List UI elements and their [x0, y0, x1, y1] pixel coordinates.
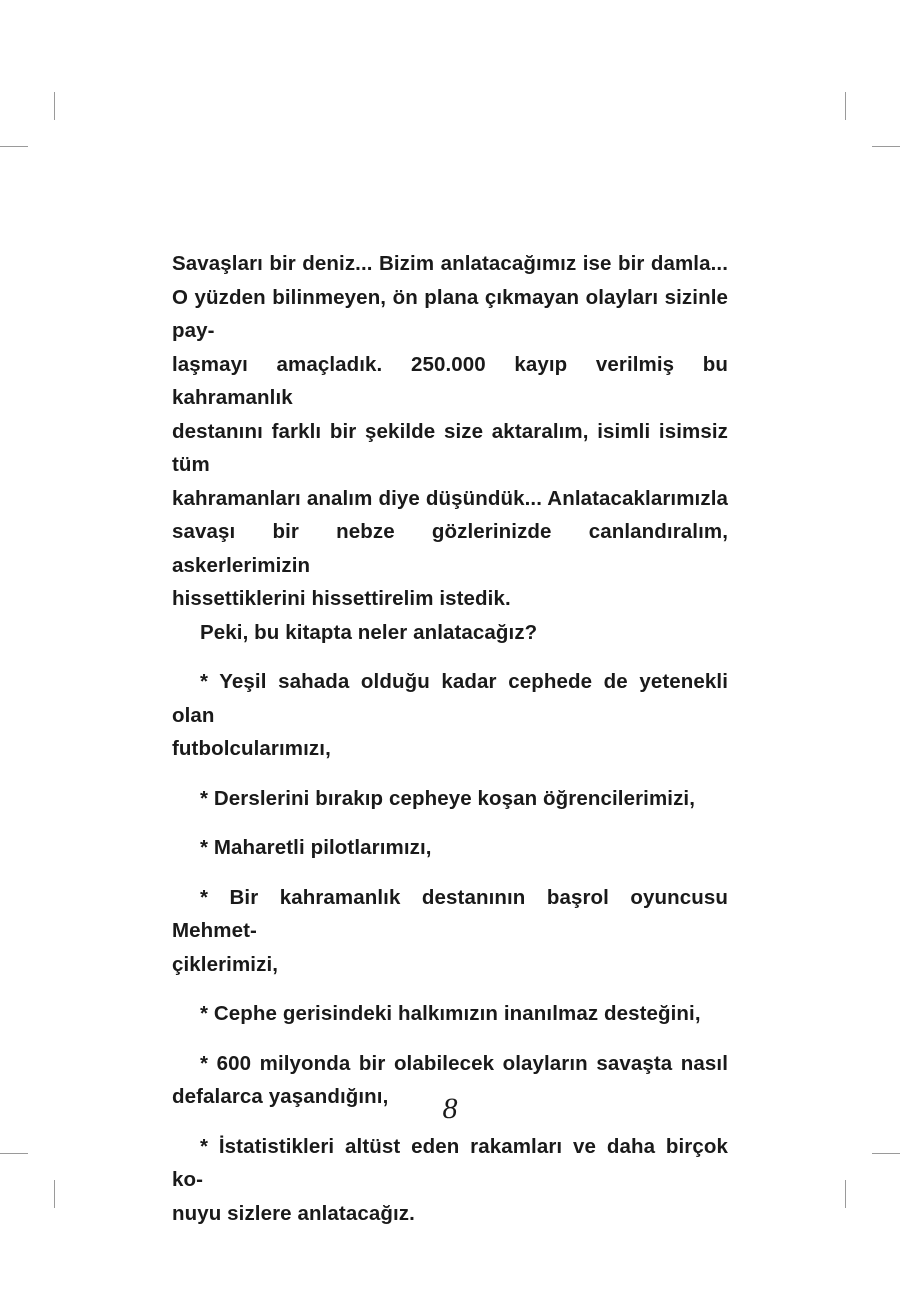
intro-line: Savaşları bir deniz... Bizim anlatacağımız ise bir damla...	[172, 252, 728, 275]
list-item-line: defalarca yaşandığını,	[172, 1085, 389, 1108]
intro-line: laşmayı amaçladık. 250.000 kayıp verilmiş bu kahramanlık	[172, 352, 728, 409]
crop-mark-top-left-horizontal	[0, 146, 28, 147]
crop-mark-bottom-right-horizontal	[872, 1153, 900, 1154]
list-item-line: * 600 milyonda bir olabilecek olayların savaşta nasıl	[200, 1051, 728, 1075]
list-item	[172, 997, 728, 1031]
list-item	[172, 831, 728, 865]
crop-mark-bottom-left-horizontal	[0, 1153, 28, 1154]
body-text	[172, 247, 728, 1230]
list-item	[172, 665, 728, 766]
intro-line: hissettiklerini hissettirelim istedik.	[172, 587, 511, 610]
list-item-line: * İstatistikleri altüst eden rakamları ve daha birçok ko-	[172, 1134, 728, 1191]
list-item-line: futbolcularımızı,	[172, 737, 331, 760]
list-item	[172, 881, 728, 982]
crop-mark-bottom-left-vertical	[54, 1180, 55, 1208]
intro-line: O yüzden bilinmeyen, ön plana çıkmayan olayları sizinle pay-	[172, 285, 728, 342]
list-item-line: * Yeşil sahada olduğu kadar cephede de yetenekli olan	[172, 670, 728, 727]
list-item-line: * Cephe gerisindeki halkımızın inanılmaz desteğini,	[200, 1002, 701, 1025]
intro-line: kahramanları analım diye düşündük... Anlatacaklarımızla	[172, 486, 728, 510]
intro-paragraph	[172, 247, 728, 616]
list-item-line: çiklerimizi,	[172, 952, 279, 976]
page-number: 8	[442, 1092, 458, 1125]
intro-line: destanını farklı bir şekilde size aktaralım, isimli isimsiz tüm	[172, 419, 728, 476]
list-item	[172, 782, 728, 816]
question-line: Peki, bu kitapta neler anlatacağız?	[200, 620, 538, 644]
list-item-line: nuyu sizlere anlatacağız.	[172, 1201, 415, 1225]
intro-line: savaşı bir nebze gözlerinizde canlandıralım, askerlerimizin	[172, 520, 728, 577]
list-item-line: * Maharetli pilotlarımızı,	[200, 836, 432, 859]
list-item-line: * Bir kahramanlık destanının başrol oyuncusu Mehmet-	[172, 885, 728, 942]
crop-mark-top-left-vertical	[54, 92, 55, 120]
list-item	[172, 1130, 728, 1231]
crop-mark-top-right-horizontal	[872, 146, 900, 147]
list-item-line: * Derslerini bırakıp cepheye koşan öğrencilerimizi,	[200, 786, 696, 810]
crop-mark-top-right-vertical	[845, 92, 846, 120]
crop-mark-bottom-right-vertical	[845, 1180, 846, 1208]
